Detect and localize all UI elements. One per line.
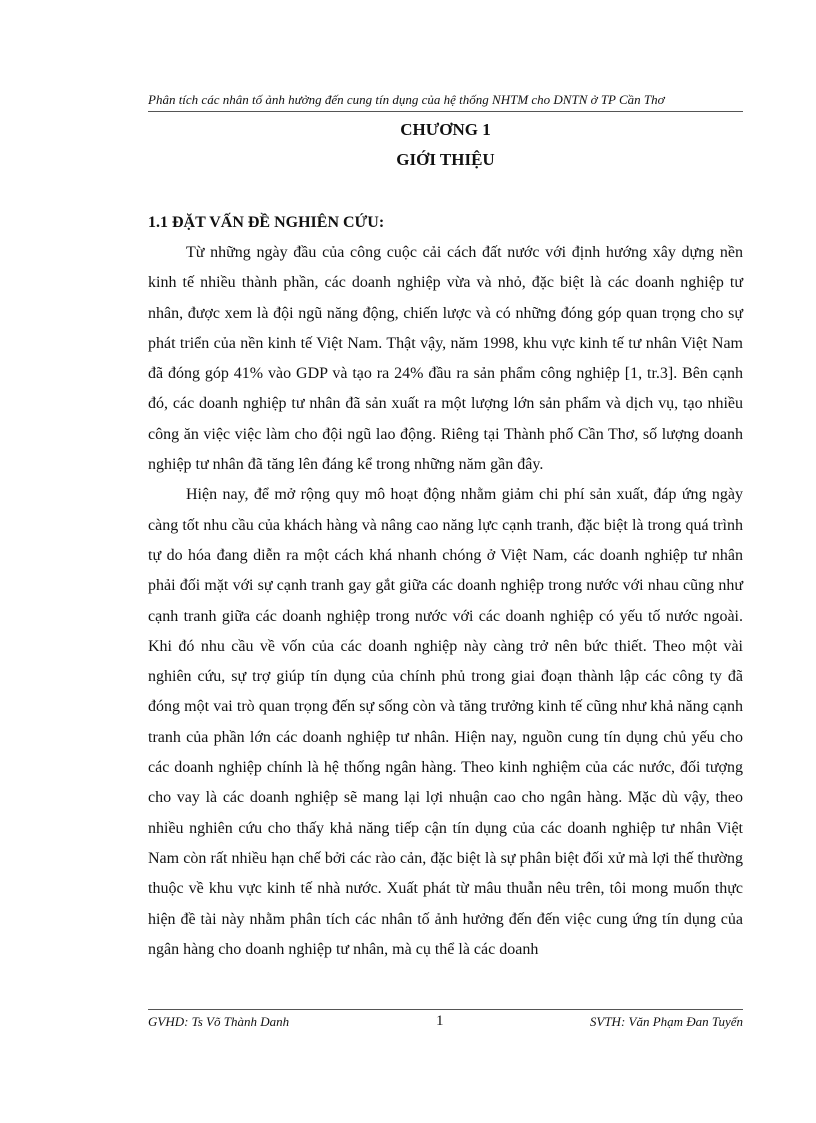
- paragraph: Hiện nay, để mở rộng quy mô hoạt động nhằm giảm chi phí sản xuất, đáp ứng ngày càng tốt nhu cầu của khách hàng và nâng cao năng lực cạnh tranh, đặc biệt là trong quá trình tự do hóa đang diễn ra một cách khá nhanh chóng ở Việt Nam, các doanh nghiệp tư nhân phải đối mặt với sự cạnh tranh gay gắt giữa các doanh nghiệp trong nước với nhau cũng như cạnh tranh giữa các doanh nghiệp trong nước với các doanh nghiệp có yếu tố nước ngoài. Khi đó nhu cầu về vốn của các doanh nghiệp này càng trở nên bức thiết. Theo một vài nghiên cứu, sự trợ giúp tín dụng của chính phủ trong giai đoạn thành lập các công ty đã đóng một vai trò quan trọng đến sự sống còn và tăng trưởng kinh tế cũng như khả năng cạnh tranh của phần lớn các doanh nghiệp tư nhân. Hiện nay, nguồn cung tín dụng chủ yếu cho các doanh nghiệp chính là hệ thống ngân hàng. Theo kinh nghiệm của các nước, đối tượng cho vay là các doanh nghiệp sẽ mang lại lợi nhuận cao cho ngân hàng. Mặc dù vậy, theo nhiều nghiên cứu cho thấy khả năng tiếp cận tín dụng của các doanh nghiệp tư nhân Việt Nam còn rất nhiều hạn chế bởi các rào cản, đặc biệt là sự phân biệt đối xử mà lợi thế thường thuộc về khu vực kinh tế nhà nước. Xuất phát từ mâu thuẫn nêu trên, tôi mong muốn thực hiện đề tài này nhằm phân tích các nhân tố ảnh hưởng đến đến việc cung ứng tín dụng của ngân hàng cho doanh nghiệp tư nhân, mà cụ thể là các doanh: [148, 486, 743, 958]
- header-divider: [148, 111, 743, 112]
- footer-advisor: GVHD: Ts Võ Thành Danh: [148, 1014, 290, 1029]
- page-number: 1: [436, 1013, 444, 1029]
- footer-student: SVTH: Văn Phạm Đan Tuyến: [589, 1014, 743, 1029]
- body-text: [148, 238, 743, 965]
- chapter-title: GIỚI THIỆU: [396, 150, 495, 169]
- footer-divider: [148, 1009, 743, 1010]
- paragraph: Từ những ngày đầu của công cuộc cải cách đất nước với định hướng xây dựng nền kinh tế nhiều thành phần, các doanh nghiệp vừa và nhỏ, đặc biệt là các doanh nghiệp tư nhân, được xem là đội ngũ năng động, chiến lược và có những đóng góp quan trọng cho sự phát triển của nền kinh tế Việt Nam. Thật vậy, năm 1998, khu vực kinh tế tư nhân Việt Nam đã đóng góp 41% vào GDP và tạo ra 24% đầu ra sản phẩm công nghiệp [1, tr.3]. Bên cạnh đó, các doanh nghiệp tư nhân đã sản xuất ra một lượng lớn sản phẩm và dịch vụ, tạo nhiều công ăn việc việc làm cho đội ngũ lao động. Riêng tại Thành phố Cần Thơ, số lượng doanh nghiệp tư nhân đã tăng lên đáng kể trong những năm gần đây.: [148, 244, 743, 474]
- chapter-number: CHƯƠNG 1: [400, 120, 491, 139]
- section-heading: 1.1 ĐẶT VẤN ĐỀ NGHIÊN CỨU:: [148, 214, 385, 231]
- running-header: Phân tích các nhân tố ảnh hưởng đến cung tín dụng của hệ thống NHTM cho DNTN ở TP Cần Thơ: [148, 92, 665, 107]
